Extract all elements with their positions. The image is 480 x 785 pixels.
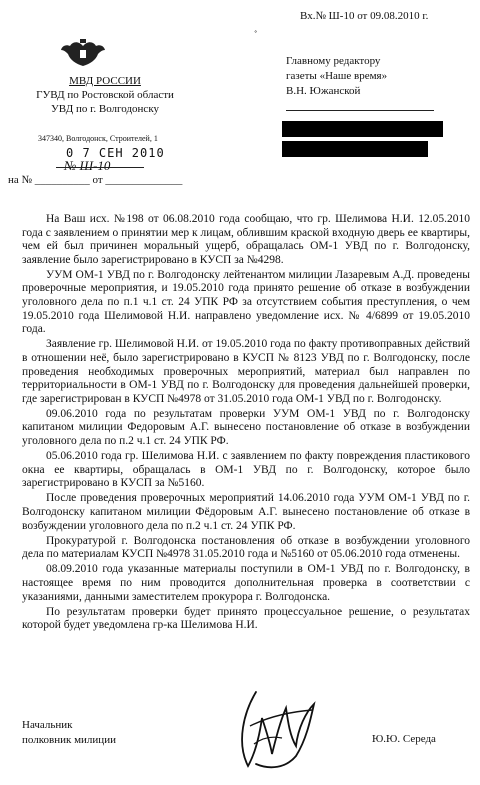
registration-mark: Вх.№ Ш-10 от 09.08.2010 г.	[300, 10, 429, 22]
signatory-position: Начальник	[22, 719, 73, 731]
sender-address: 347340, Волгодонск, Строителей, 1	[38, 134, 158, 143]
stamp-date: 0 7 СЕН 2010	[66, 146, 165, 160]
letter-body	[22, 213, 470, 634]
signatory-name: Ю.Ю. Середа	[372, 733, 436, 745]
addressee-underline	[286, 110, 434, 111]
double-headed-eagle-icon	[60, 38, 106, 68]
paragraph: 09.06.2010 года по результатам проверки УУМ ОМ-1 УВД по г. Волгодонску капитаном милиции Федоровым А.Г. вынесено постановление об отказе в возбуждении уголовного дела по п.2 ч.1 ст. 24 УПК РФ.	[22, 407, 470, 447]
redaction-bar	[282, 141, 428, 157]
reference-line: на № __________ от ______________	[8, 174, 183, 186]
addressee-line: Главному редактору	[286, 55, 381, 67]
paragraph: На Ваш исх. №198 от 06.08.2010 года сообщаю, что гр. Шелимова Н.И. 12.05.2010 года с заявлением о принятии мер к лицам, облившим краской входную дверь ее квартиры, чем ей был причинен моральный ущерб, обращалась ОМ-1 УВД по г. Волгодонску, заявление было зарегистрировано в КУСП за №4298.	[22, 213, 470, 266]
addressee-line: газеты «Наше время»	[286, 70, 388, 82]
signatory-rank: полковник милиции	[22, 734, 116, 746]
org-line: МВД РОССИИ	[69, 75, 141, 87]
paragraph: После проведения проверочных мероприятий 14.06.2010 года УУМ ОМ-1 УВД по г. Волгодонску капитаном милиции Фёдоровым А.Г. вынесено постановление об отказе в возбуждении уголовного дела по п.2 ч.1 ст. 24 УПК РФ.	[22, 492, 470, 532]
org-line: УВД по г. Волгодонску	[50, 103, 160, 115]
paragraph: Прокуратурой г. Волгодонска постановления об отказе в возбуждении уголовного дела по материалам КУСП №4978 31.05.2010 года и №5160 от 05.06.2010 года отменены.	[22, 534, 470, 561]
handwritten-signature	[226, 682, 320, 774]
paragraph: УУМ ОМ-1 УВД по г. Волгодонску лейтенантом милиции Лазаревым А.Д. проведены проверочные мероприятия, и 19.05.2010 года принято решение об отказе в возбуждении уголовного дела по п.1 ч.1 ст. 24 УПК РФ за отсутствием события преступления, о чем 19.05.2010 года Шелимовой Н.И. направлено уведомление исх. № 4/6899 от 19.05.2010 года.	[22, 268, 470, 336]
org-line: ГУВД по Ростовской области	[36, 89, 174, 101]
addressee-block	[286, 54, 387, 99]
paragraph: 08.09.2010 года указанные материалы поступили в ОМ-1 УВД по г. Волгодонску, в настоящее время по ним проводится дополнительная проверка в соответствии с указаниями, данными заместителем прокурора г. Волгодонска.	[22, 563, 470, 603]
sender-organization	[20, 74, 190, 116]
redaction-bar	[282, 121, 443, 137]
paragraph: Заявление гр. Шелимовой Н.И. от 19.05.2010 года по факту противоправных действий в отношении неё, было зарегистрировано в КУСП № 8123 УВД по г. Волгодонску, после проведения необходимых проверочных мероприятий, материал был направлен по территориальности в ОМ-1 УВД по г. Волгодонску для проведения дальнейшей проверки, где зарегистрирован в КУСП №4978 от 31.05.2010 года ОМ-1 УВД по г. Волгодонску.	[22, 338, 470, 405]
paragraph: 05.06.2010 года гр. Шелимова Н.И. с заявлением по факту повреждения пластикового окна ее квартиры, обращалась в ОМ-1 УВД по г. Волгодонску, которое было зарегистрировано в КУСП за №5160.	[22, 450, 470, 490]
pen-mark: ˚	[254, 30, 258, 41]
stamp-number: № Ш-10	[64, 158, 111, 173]
addressee-line: В.Н. Южанской	[286, 85, 361, 97]
signatory-title	[22, 718, 116, 748]
paragraph: По результатам проверки будет принято процессуальное решение, о результатах которой будет уведомлена гр-ка Шелимова Н.И.	[22, 605, 470, 632]
stamp-underline	[56, 167, 144, 168]
